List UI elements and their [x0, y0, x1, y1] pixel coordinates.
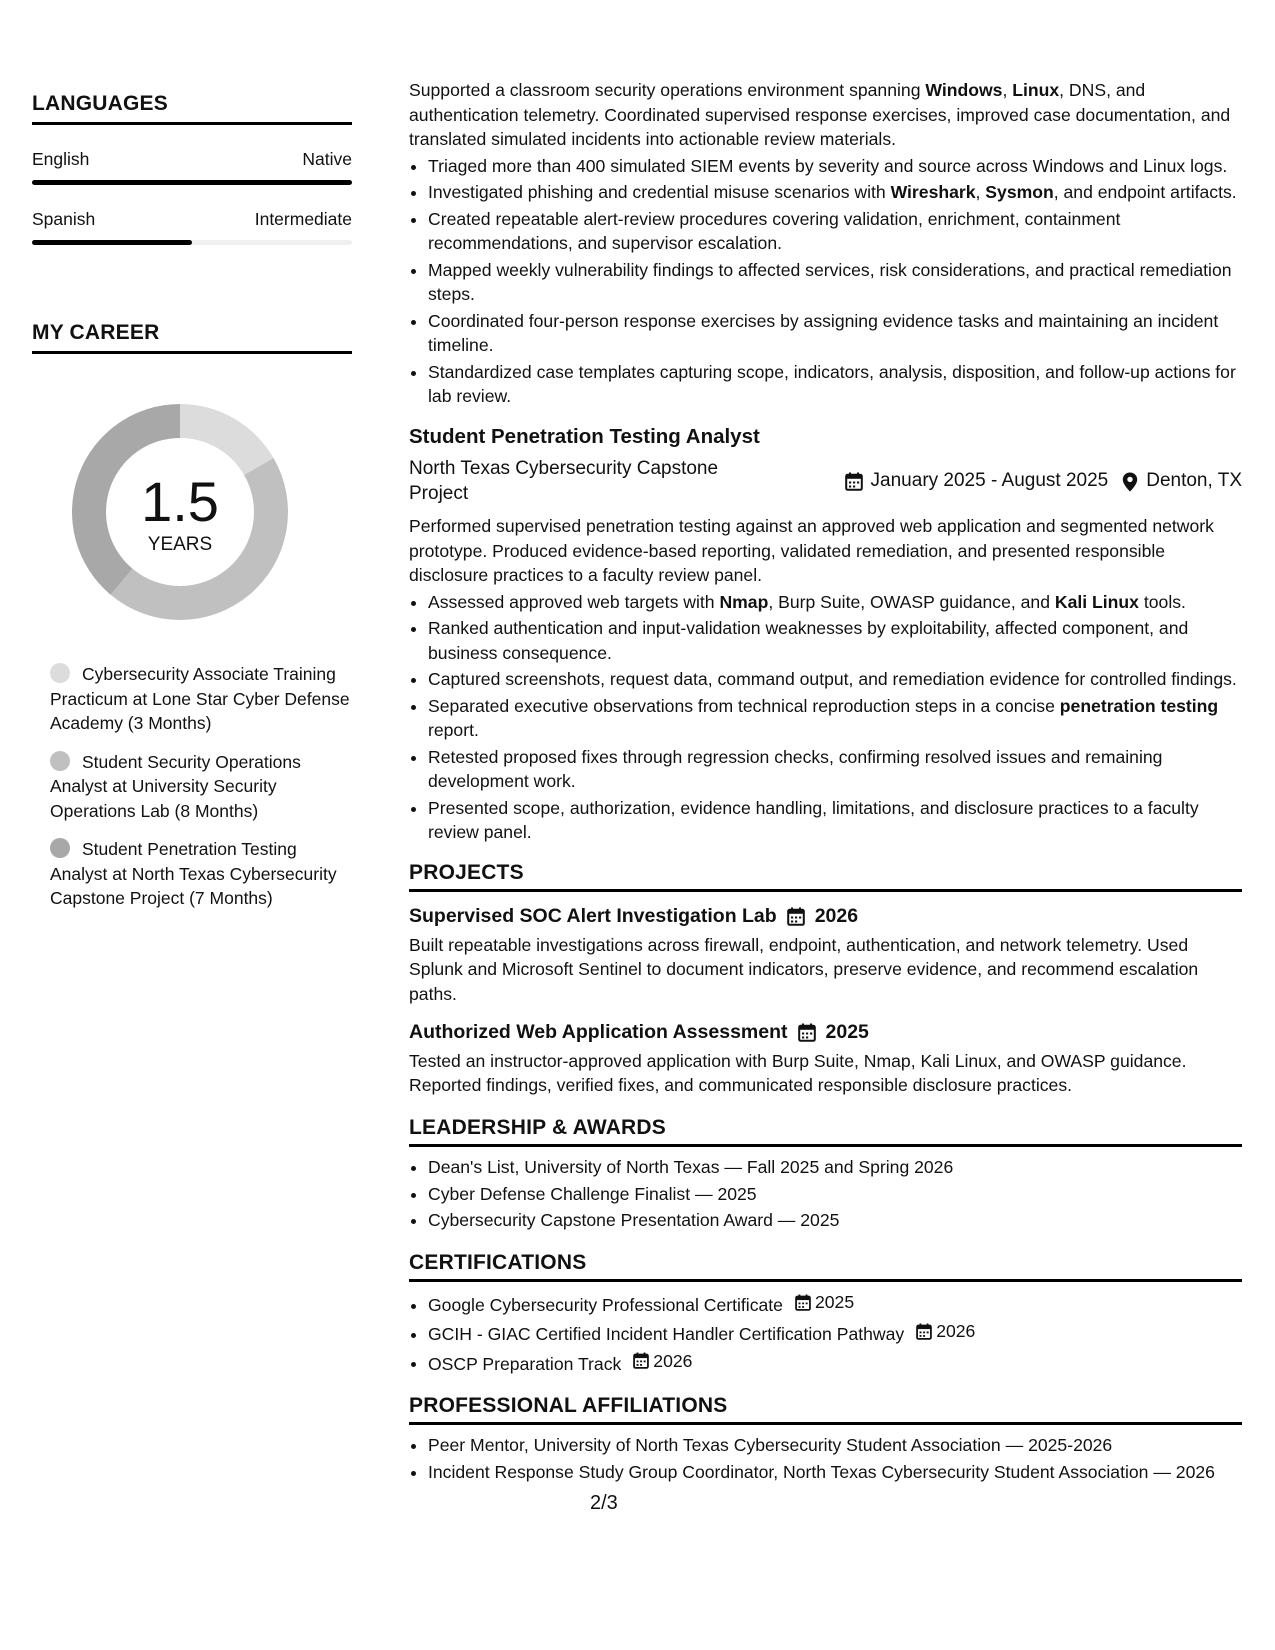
award-item: • Cyber Defense Challenge Finalist — 2025: [428, 1182, 1242, 1207]
legend-dot-icon: [50, 751, 70, 771]
location-pin-icon: [1122, 472, 1138, 492]
job-bullet: • Investigated phishing and credential misuse scenarios with Wireshark, Sysmon, and endpoint artifacts.: [428, 180, 1242, 205]
calendar-icon: [633, 1352, 649, 1369]
job-company: North Texas Cybersecurity Capstone Project: [409, 458, 719, 504]
language-proficiency-fill: [32, 240, 192, 245]
award-item: • Dean's List, University of North Texas — Fall 2025 and Spring 2026: [428, 1155, 1242, 1180]
affiliation-item: • Peer Mentor, University of North Texas Cybersecurity Student Association — 2025-2026: [428, 1433, 1242, 1458]
certifications-list: [409, 1290, 1242, 1376]
project-name: Authorized Web Application Assessment: [409, 1021, 788, 1043]
career-legend-text: Cybersecurity Associate Training Practicum at Lone Star Cyber Defense Academy (3 Months): [50, 664, 350, 733]
certification-item: [428, 1290, 1242, 1317]
job-bullet: • Standardized case templates capturing scope, indicators, analysis, disposition, and follow-up actions for lab review.: [428, 360, 1242, 409]
job-bullet: • Triaged more than 400 simulated SIEM events by severity and source across Windows and Linux logs.: [428, 154, 1242, 179]
job-bullet: • Separated executive observations from technical reproduction steps in a concise penetration testing report.: [428, 694, 1242, 743]
certification-year: 2026: [936, 1321, 976, 1342]
languages-heading: LANGUAGES: [32, 92, 352, 125]
project-item: [409, 1020, 1242, 1098]
career-legend-item: [50, 837, 352, 911]
affiliation-item: • Incident Response Study Group Coordinator, North Texas Cybersecurity Student Association — 2026: [428, 1460, 1242, 1485]
legend-dot-icon: [50, 663, 70, 683]
job-meta: [409, 457, 1242, 506]
job-title: Student Penetration Testing Analyst: [409, 424, 760, 448]
career-legend-item: [50, 750, 352, 824]
awards-list: [409, 1155, 1242, 1233]
awards-heading: LEADERSHIP & AWARDS: [409, 1116, 1242, 1148]
language-proficiency-bar: [32, 180, 352, 185]
calendar-icon: [916, 1323, 932, 1340]
career-total-unit: YEARS: [147, 534, 213, 555]
legend-dot-icon: [50, 838, 70, 858]
affiliations-heading: PROFESSIONAL AFFILIATIONS: [409, 1394, 1242, 1426]
project-description: Built repeatable investigations across firewall, endpoint, authentication, and network telemetry. Used Splunk and Microsoft Sentinel to document indicators, preserve evidence, and recommend escalation paths.: [409, 934, 1199, 1004]
career-legend-text: Student Penetration Testing Analyst at North Texas Cybersecurity Capstone Project (7 Months): [50, 839, 337, 908]
right-column: [409, 78, 1242, 1486]
job-location: Denton, TX: [1146, 470, 1242, 492]
career-legend: [50, 662, 352, 911]
award-item: • Cybersecurity Capstone Presentation Award — 2025: [428, 1208, 1242, 1233]
calendar-icon: [795, 1294, 811, 1311]
project-name: Supervised SOC Alert Investigation Lab: [409, 905, 777, 927]
page-number: 2/3: [590, 1492, 618, 1514]
projects-section: [409, 861, 1242, 1098]
certification-item: [428, 1349, 1242, 1376]
languages-section: [32, 92, 352, 245]
projects-heading: PROJECTS: [409, 861, 1242, 893]
left-column: [32, 92, 352, 925]
job-bullets: [409, 154, 1242, 409]
job-bullet: • Created repeatable alert-review procedures covering validation, enrichment, containment recommendations, and supervisor escalation.: [428, 207, 1242, 256]
language-item: [32, 209, 352, 245]
career-legend-text: Student Security Operations Analyst at University Security Operations Lab (8 Months): [50, 751, 301, 821]
project-item: [409, 904, 1242, 1006]
language-name: English: [32, 149, 90, 169]
calendar-icon: [787, 907, 805, 926]
certification-name: GCIH - GIAC Certified Incident Handler Certification Pathway: [428, 1324, 905, 1344]
certification-name: Google Cybersecurity Professional Certificate: [428, 1294, 783, 1315]
job-bullet: • Presented scope, authorization, evidence handling, limitations, and disclosure practices to a faculty review panel.: [428, 796, 1242, 845]
job-bullet: • Captured screenshots, request data, command output, and remediation evidence for controlled findings.: [428, 667, 1242, 692]
job-dates: January 2025 - August 2025: [870, 470, 1109, 492]
job-bullet: • Mapped weekly vulnerability findings to affected services, risk considerations, and practical remediation steps.: [428, 258, 1242, 307]
career-legend-item: [50, 662, 352, 736]
job-entry-pentest: [409, 425, 1242, 845]
career-heading: MY CAREER: [32, 321, 352, 354]
job-bullet: • Coordinated four-person response exercises by assigning evidence tasks and maintaining an incident timeline.: [428, 309, 1242, 358]
language-proficiency-fill: [32, 180, 352, 185]
career-section: [32, 321, 352, 911]
job-entry-soc: [409, 78, 1242, 409]
certification-year: 2026: [653, 1350, 693, 1371]
job-bullet: • Ranked authentication and input-validation weaknesses by exploitability, affected component, and business consequence.: [428, 616, 1242, 665]
language-proficiency-bar: [32, 240, 352, 245]
project-description: Tested an instructor-approved application with Burp Suite, Nmap, Kali Linux, and OWASP guidance. Reported findings, verified fixes, and communicated responsible disclosure practices.: [409, 1050, 1187, 1095]
language-name: Spanish: [32, 209, 96, 229]
calendar-icon: [845, 472, 863, 491]
calendar-icon: [798, 1023, 816, 1042]
certification-year: 2025: [814, 1292, 855, 1312]
certification-item: [428, 1319, 1242, 1346]
affiliations-section: [409, 1394, 1242, 1485]
job-description: Supported a classroom security operations environment spanning Windows, Linux, DNS, and authentication telemetry. Coordinated supervised response exercises, improved case documentation, and translated simulated incidents into actionable review materials.: [409, 80, 1231, 149]
certifications-heading: CERTIFICATIONS: [409, 1251, 1242, 1283]
career-donut-chart: [66, 398, 294, 626]
project-year: 2026: [814, 905, 859, 927]
job-bullets: [409, 590, 1242, 845]
certification-name: OSCP Preparation Track: [428, 1353, 622, 1374]
job-bullet: • Retested proposed fixes through regression checks, confirming resolved issues and remaining development work.: [428, 745, 1242, 794]
language-item: [32, 149, 352, 185]
language-level: Intermediate: [254, 209, 352, 229]
project-year: 2025: [825, 1021, 869, 1043]
job-bullet: • Assessed approved web targets with Nmap, Burp Suite, OWASP guidance, and Kali Linux tools.: [428, 590, 1242, 615]
job-description: Performed supervised penetration testing against an approved web application and segmented network prototype. Produced evidence-based reporting, validated remediation, and presented responsible disclosure practices to a faculty review panel.: [409, 516, 1214, 585]
career-total-value: 1.5: [141, 470, 219, 533]
awards-section: [409, 1116, 1242, 1233]
certifications-section: [409, 1251, 1242, 1376]
language-level: Native: [302, 149, 352, 169]
affiliations-list: [409, 1433, 1242, 1484]
